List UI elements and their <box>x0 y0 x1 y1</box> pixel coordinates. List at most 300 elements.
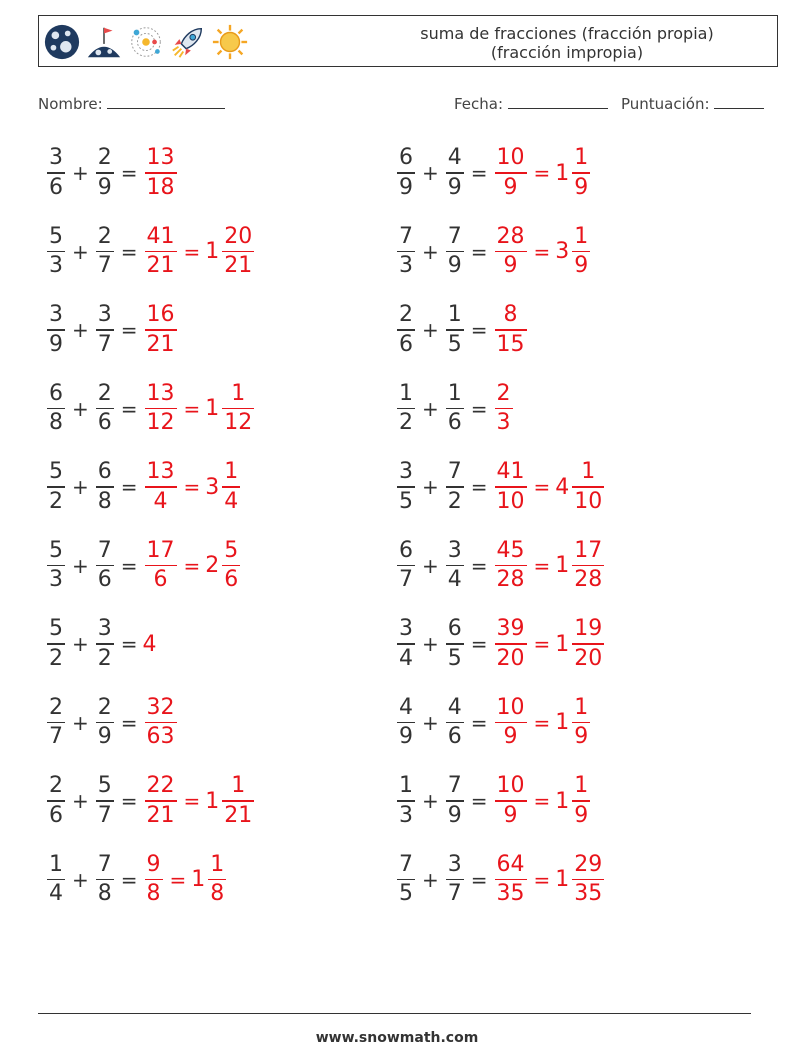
addend-fraction-denominator: 3 <box>399 802 413 828</box>
mixed-whole: 1 <box>555 160 570 186</box>
answer-fraction-denominator: 10 <box>496 488 525 514</box>
answer-fraction-numerator: 13 <box>146 380 175 406</box>
problem-item <box>45 222 256 282</box>
answer-fraction-denominator: 9 <box>503 802 518 828</box>
answer-fraction-denominator: 9 <box>503 724 518 750</box>
addend-fraction-denominator: 4 <box>49 881 63 907</box>
problem-item <box>45 379 256 439</box>
answer-fraction-denominator: 35 <box>496 881 525 907</box>
addend-fraction <box>446 774 464 828</box>
answer <box>143 146 179 200</box>
equals-sign: = <box>470 867 488 892</box>
addend-fraction <box>47 696 65 750</box>
mixed-fraction <box>572 696 590 750</box>
addend-fraction-bar <box>47 251 65 253</box>
plus-sign: + <box>72 789 89 813</box>
addend-fraction-denominator: 6 <box>49 802 63 828</box>
addend-fraction <box>446 303 464 357</box>
plus-sign: + <box>422 396 439 421</box>
addend-fraction-denominator: 3 <box>399 253 413 279</box>
addend-fraction-numerator: 2 <box>97 694 112 720</box>
addend-fraction <box>397 853 415 907</box>
answer <box>143 774 257 828</box>
plus-sign: + <box>72 710 89 735</box>
addend-fraction-bar <box>397 172 415 174</box>
addend-fraction-bar <box>96 251 114 253</box>
addend-fraction-denominator: 6 <box>399 331 413 357</box>
mixed-whole: 3 <box>555 239 570 264</box>
mixed-fraction-bar <box>222 565 240 567</box>
addend-fraction-numerator: 5 <box>49 616 63 642</box>
addend-fraction-bar <box>446 408 464 410</box>
mixed-whole: 1 <box>555 788 570 814</box>
answer-fraction-numerator: 17 <box>146 537 175 563</box>
equals-sign: = <box>533 161 551 185</box>
addend-fraction-numerator: 6 <box>399 537 413 563</box>
problem-item <box>45 143 179 203</box>
mixed-whole: 1 <box>205 788 220 814</box>
mixed-fraction-bar <box>572 251 590 253</box>
answer-fraction-bar <box>495 879 527 881</box>
answer-fraction-bar <box>495 408 513 410</box>
answer-fraction-numerator: 2 <box>496 380 511 406</box>
mixed-whole: 3 <box>205 474 220 500</box>
answer-fraction-bar <box>145 251 177 253</box>
addend-fraction-numerator: 6 <box>399 145 413 171</box>
addend-fraction-numerator: 4 <box>399 694 413 720</box>
equals-sign: = <box>183 553 201 578</box>
plus-sign: + <box>72 161 89 185</box>
answer-fraction-bar <box>495 486 527 488</box>
plus-sign: + <box>72 318 89 342</box>
answer-fraction-bar <box>495 251 527 253</box>
equals-sign: = <box>533 867 551 892</box>
addend-fraction-bar <box>446 643 464 645</box>
equals-sign: = <box>120 318 138 342</box>
mixed-fraction-denominator: 9 <box>574 724 589 750</box>
addend-fraction-bar <box>397 722 415 724</box>
answer-fraction-numerator: 28 <box>496 223 525 249</box>
mixed-fraction-bar <box>572 172 590 174</box>
answer <box>493 853 607 907</box>
answer-fraction-denominator: 20 <box>496 645 525 671</box>
addend-fraction-bar <box>397 643 415 645</box>
plus-sign: + <box>72 396 89 421</box>
addend-fraction-numerator: 7 <box>97 537 112 563</box>
mixed-fraction-bar <box>572 722 590 724</box>
addend-fraction <box>96 539 114 593</box>
answer <box>143 303 179 357</box>
addend-fraction-numerator: 3 <box>97 616 112 642</box>
answer-fraction-denominator: 63 <box>146 724 175 750</box>
problem-item <box>45 536 242 596</box>
header-icons <box>43 22 249 62</box>
plus-sign: + <box>422 161 439 185</box>
problem-item <box>395 300 529 360</box>
answer-fraction-numerator: 39 <box>496 616 525 642</box>
addend-fraction-denominator: 4 <box>447 567 462 593</box>
addend-fraction-numerator: 5 <box>49 459 63 485</box>
addend-fraction-numerator: 7 <box>399 223 413 249</box>
addend-fraction-numerator: 3 <box>447 537 462 563</box>
mixed-fraction-bar <box>572 486 604 488</box>
equals-sign: = <box>120 396 138 421</box>
mixed-fraction-numerator: 17 <box>574 537 603 563</box>
addend-fraction-denominator: 2 <box>49 488 63 514</box>
answer-fraction <box>495 617 527 671</box>
answer-fraction-numerator: 13 <box>146 145 175 171</box>
name-blank[interactable] <box>107 94 225 109</box>
plus-sign: + <box>422 867 439 892</box>
addend-fraction <box>446 460 464 514</box>
addend-fraction-bar <box>96 408 114 410</box>
answer-fraction-bar <box>495 329 527 331</box>
problem-item <box>45 771 256 831</box>
answer-fraction-denominator: 6 <box>153 567 168 593</box>
addend-fraction-denominator: 7 <box>97 331 112 357</box>
mixed-whole: 1 <box>555 710 570 735</box>
addend-fraction-numerator: 5 <box>97 773 112 799</box>
answer-fraction-denominator: 9 <box>503 253 518 279</box>
score-blank[interactable] <box>714 94 764 109</box>
addend-fraction-denominator: 9 <box>97 174 112 200</box>
addend-fraction-numerator: 1 <box>399 380 413 406</box>
answer-fraction-denominator: 28 <box>496 567 525 593</box>
mixed-whole: 4 <box>555 474 570 500</box>
mixed-fraction-numerator: 1 <box>574 145 589 171</box>
addend-fraction <box>47 382 65 436</box>
addend-fraction <box>446 382 464 436</box>
date-blank[interactable] <box>508 94 608 109</box>
addend-fraction-bar <box>96 879 114 881</box>
worksheet-header <box>38 15 778 67</box>
mixed-fraction-bar <box>222 408 254 410</box>
mixed-whole: 2 <box>205 553 220 578</box>
equals-sign: = <box>120 789 138 813</box>
mixed-fraction <box>222 382 254 436</box>
mixed-whole: 1 <box>555 867 570 892</box>
addend-fraction-denominator: 9 <box>399 724 413 750</box>
mixed-fraction-bar <box>222 251 254 253</box>
answer-fraction <box>145 696 177 750</box>
mixed-fraction-denominator: 21 <box>224 253 253 279</box>
answer-fraction-denominator: 12 <box>146 410 175 436</box>
addend-fraction <box>397 696 415 750</box>
plus-sign: + <box>422 789 439 813</box>
addend-fraction-numerator: 7 <box>447 773 462 799</box>
addend-fraction-denominator: 6 <box>49 174 63 200</box>
addend-fraction <box>96 146 114 200</box>
addend-fraction-numerator: 7 <box>97 851 112 877</box>
answer-fraction-bar <box>495 800 527 802</box>
answer-fraction-numerator: 64 <box>496 851 525 877</box>
equals-sign: = <box>470 553 488 578</box>
addend-fraction-denominator: 5 <box>447 331 462 357</box>
answer <box>493 225 593 279</box>
name-label: Nombre: <box>38 95 103 113</box>
addend-fraction-numerator: 3 <box>97 302 112 328</box>
worksheet-title <box>397 24 737 62</box>
addend-fraction-bar <box>96 486 114 488</box>
problem-item <box>395 693 592 753</box>
addend-fraction <box>47 774 65 828</box>
addend-fraction <box>96 696 114 750</box>
mixed-fraction <box>222 225 254 279</box>
addend-fraction <box>397 303 415 357</box>
equals-sign: = <box>533 475 551 499</box>
mixed-fraction-denominator: 10 <box>574 488 603 514</box>
addend-fraction-denominator: 9 <box>447 802 462 828</box>
mixed-fraction-denominator: 8 <box>210 881 225 907</box>
answer-fraction-denominator: 4 <box>153 488 168 514</box>
answer <box>493 460 607 514</box>
addend-fraction <box>96 225 114 279</box>
addend-fraction-bar <box>47 800 65 802</box>
answer-fraction-denominator: 21 <box>146 253 175 279</box>
mixed-fraction-bar <box>572 800 590 802</box>
answer-fraction-bar <box>145 329 177 331</box>
answer <box>143 225 257 279</box>
mixed-fraction-numerator: 29 <box>574 851 603 877</box>
mixed-fraction-denominator: 6 <box>224 567 239 593</box>
plus-sign: + <box>422 710 439 735</box>
addend-fraction-numerator: 1 <box>447 302 462 328</box>
plus-sign: + <box>422 475 439 499</box>
answer-fraction-numerator: 13 <box>146 459 175 485</box>
mixed-fraction <box>572 853 604 907</box>
date-label: Fecha: <box>454 95 504 113</box>
mixed-fraction-bar <box>572 565 604 567</box>
mixed-fraction <box>572 225 590 279</box>
answer-fraction-bar <box>145 800 177 802</box>
addend-fraction-denominator: 9 <box>97 724 112 750</box>
mixed-fraction <box>572 460 604 514</box>
mixed-fraction-bar <box>222 486 240 488</box>
addend-fraction-bar <box>397 408 415 410</box>
addend-fraction-bar <box>446 800 464 802</box>
mixed-fraction-numerator: 1 <box>581 459 596 485</box>
answer <box>143 382 257 436</box>
addend-fraction-numerator: 6 <box>447 616 462 642</box>
equals-sign: = <box>120 239 138 264</box>
mixed-fraction <box>572 774 590 828</box>
addend-fraction <box>96 774 114 828</box>
addend-fraction-bar <box>96 172 114 174</box>
mixed-fraction-numerator: 1 <box>574 223 589 249</box>
answer-fraction <box>495 539 527 593</box>
answer-fraction <box>495 696 527 750</box>
mixed-fraction-numerator: 1 <box>574 694 589 720</box>
mixed-fraction <box>572 146 590 200</box>
mixed-fraction-numerator: 5 <box>224 537 239 563</box>
answer-fraction-numerator: 8 <box>503 302 518 328</box>
addend-fraction-denominator: 2 <box>399 410 413 436</box>
answer-fraction-bar <box>495 643 527 645</box>
plus-sign: + <box>72 239 89 264</box>
mixed-fraction <box>222 539 240 593</box>
answer <box>493 774 593 828</box>
equals-sign: = <box>470 632 488 656</box>
problem-item <box>395 536 606 596</box>
addend-fraction-denominator: 3 <box>49 253 63 279</box>
answer-fraction <box>495 853 527 907</box>
answer-fraction-bar <box>495 722 527 724</box>
equals-sign: = <box>120 475 138 499</box>
answer-fraction <box>495 146 527 200</box>
addend-fraction <box>96 303 114 357</box>
plus-sign: + <box>72 553 89 578</box>
addend-fraction <box>96 853 114 907</box>
answer-fraction <box>495 774 527 828</box>
mixed-fraction-denominator: 9 <box>574 174 589 200</box>
mixed-fraction-denominator: 4 <box>224 488 239 514</box>
addend-fraction-bar <box>47 643 65 645</box>
addend-fraction-denominator: 2 <box>97 645 112 671</box>
addend-fraction-numerator: 7 <box>447 223 462 249</box>
addend-fraction-numerator: 7 <box>399 851 413 877</box>
answer-fraction-denominator: 21 <box>146 331 175 357</box>
addend-fraction-numerator: 3 <box>49 145 63 171</box>
answer-fraction-numerator: 32 <box>146 694 175 720</box>
equals-sign: = <box>120 867 138 892</box>
mixed-fraction-numerator: 1 <box>210 851 225 877</box>
addend-fraction-numerator: 2 <box>399 302 413 328</box>
mixed-fraction-numerator: 1 <box>224 459 239 485</box>
answer-fraction-denominator: 18 <box>146 174 175 200</box>
addend-fraction-denominator: 6 <box>97 410 112 436</box>
answer <box>143 696 179 750</box>
answer-fraction-bar <box>145 722 177 724</box>
addend-fraction-bar <box>446 722 464 724</box>
addend-fraction <box>96 460 114 514</box>
answer-fraction <box>145 774 177 828</box>
addend-fraction-denominator: 6 <box>97 567 112 593</box>
equals-sign: = <box>533 710 551 735</box>
addend-fraction-bar <box>96 722 114 724</box>
answer-fraction <box>145 853 163 907</box>
addend-fraction-numerator: 4 <box>447 145 462 171</box>
addend-fraction-bar <box>397 800 415 802</box>
mixed-fraction-bar <box>222 800 254 802</box>
problem-item <box>45 693 179 753</box>
answer <box>493 539 607 593</box>
addend-fraction <box>47 853 65 907</box>
answer-fraction-numerator: 16 <box>146 302 175 328</box>
mixed-whole: 1 <box>205 396 220 421</box>
answer <box>143 539 243 593</box>
answer-fraction-denominator: 8 <box>146 881 161 907</box>
addend-fraction <box>47 303 65 357</box>
answer-fraction-denominator: 9 <box>503 174 518 200</box>
addend-fraction <box>446 225 464 279</box>
addend-fraction-numerator: 7 <box>447 459 462 485</box>
addend-fraction-bar <box>96 643 114 645</box>
answer-fraction-bar <box>145 172 177 174</box>
mixed-fraction <box>572 617 604 671</box>
plus-sign: + <box>72 475 89 499</box>
addend-fraction <box>47 617 65 671</box>
addend-fraction <box>397 460 415 514</box>
addend-fraction-denominator: 7 <box>97 253 112 279</box>
addend-fraction-numerator: 1 <box>399 773 413 799</box>
answer-fraction-bar <box>145 486 177 488</box>
addend-fraction-denominator: 5 <box>447 645 462 671</box>
mixed-fraction-numerator: 20 <box>224 223 253 249</box>
equals-sign: = <box>533 789 551 813</box>
answer-fraction <box>145 460 177 514</box>
answer-fraction <box>145 539 177 593</box>
answer <box>493 696 593 750</box>
equals-sign: = <box>120 710 138 735</box>
addend-fraction <box>397 774 415 828</box>
addend-fraction-numerator: 2 <box>97 223 112 249</box>
mixed-fraction-bar <box>208 879 226 881</box>
answer <box>143 460 243 514</box>
mixed-fraction <box>222 460 240 514</box>
mixed-fraction <box>208 853 226 907</box>
mixed-fraction-denominator: 35 <box>574 881 603 907</box>
addend-fraction-denominator: 4 <box>399 645 413 671</box>
answer-fraction <box>495 460 527 514</box>
addend-fraction <box>47 460 65 514</box>
addend-fraction <box>47 146 65 200</box>
addend-fraction-bar <box>47 565 65 567</box>
addend-fraction-numerator: 5 <box>49 537 63 563</box>
addend-fraction-bar <box>96 800 114 802</box>
equals-sign: = <box>470 710 488 735</box>
equals-sign: = <box>120 632 138 656</box>
problem-item <box>395 379 515 439</box>
mixed-fraction-numerator: 1 <box>231 773 246 799</box>
addend-fraction-bar <box>397 251 415 253</box>
answer-fraction-numerator: 45 <box>496 537 525 563</box>
mixed-fraction-denominator: 9 <box>574 253 589 279</box>
addend-fraction-numerator: 4 <box>447 694 462 720</box>
addend-fraction-bar <box>96 329 114 331</box>
addend-fraction-denominator: 5 <box>399 881 413 907</box>
equals-sign: = <box>120 161 138 185</box>
problem-item <box>395 850 606 910</box>
answer <box>493 617 607 671</box>
answer-fraction-numerator: 22 <box>146 773 175 799</box>
addend-fraction <box>96 617 114 671</box>
addend-fraction-denominator: 3 <box>49 567 63 593</box>
equals-sign: = <box>470 318 488 342</box>
answer-fraction-numerator: 41 <box>496 459 525 485</box>
mixed-fraction-numerator: 1 <box>231 380 246 406</box>
addend-fraction-numerator: 1 <box>447 380 462 406</box>
mixed-whole: 1 <box>555 553 570 578</box>
addend-fraction-numerator: 2 <box>97 145 112 171</box>
plus-sign: + <box>422 318 439 342</box>
mixed-fraction-numerator: 19 <box>574 616 603 642</box>
addend-fraction-denominator: 7 <box>97 802 112 828</box>
addend-fraction-denominator: 9 <box>49 331 63 357</box>
addend-fraction <box>47 225 65 279</box>
addend-fraction-numerator: 1 <box>49 851 63 877</box>
equals-sign: = <box>533 632 551 656</box>
mixed-fraction <box>222 774 254 828</box>
equals-sign: = <box>183 789 201 813</box>
answer-fraction-denominator: 15 <box>496 331 525 357</box>
answer-fraction-denominator: 3 <box>496 410 511 436</box>
addend-fraction-numerator: 3 <box>49 302 63 328</box>
equals-sign: = <box>470 475 488 499</box>
answer-fraction-numerator: 10 <box>496 773 525 799</box>
mixed-fraction-denominator: 20 <box>574 645 603 671</box>
addend-fraction <box>397 146 415 200</box>
mixed-whole: 1 <box>191 867 206 892</box>
